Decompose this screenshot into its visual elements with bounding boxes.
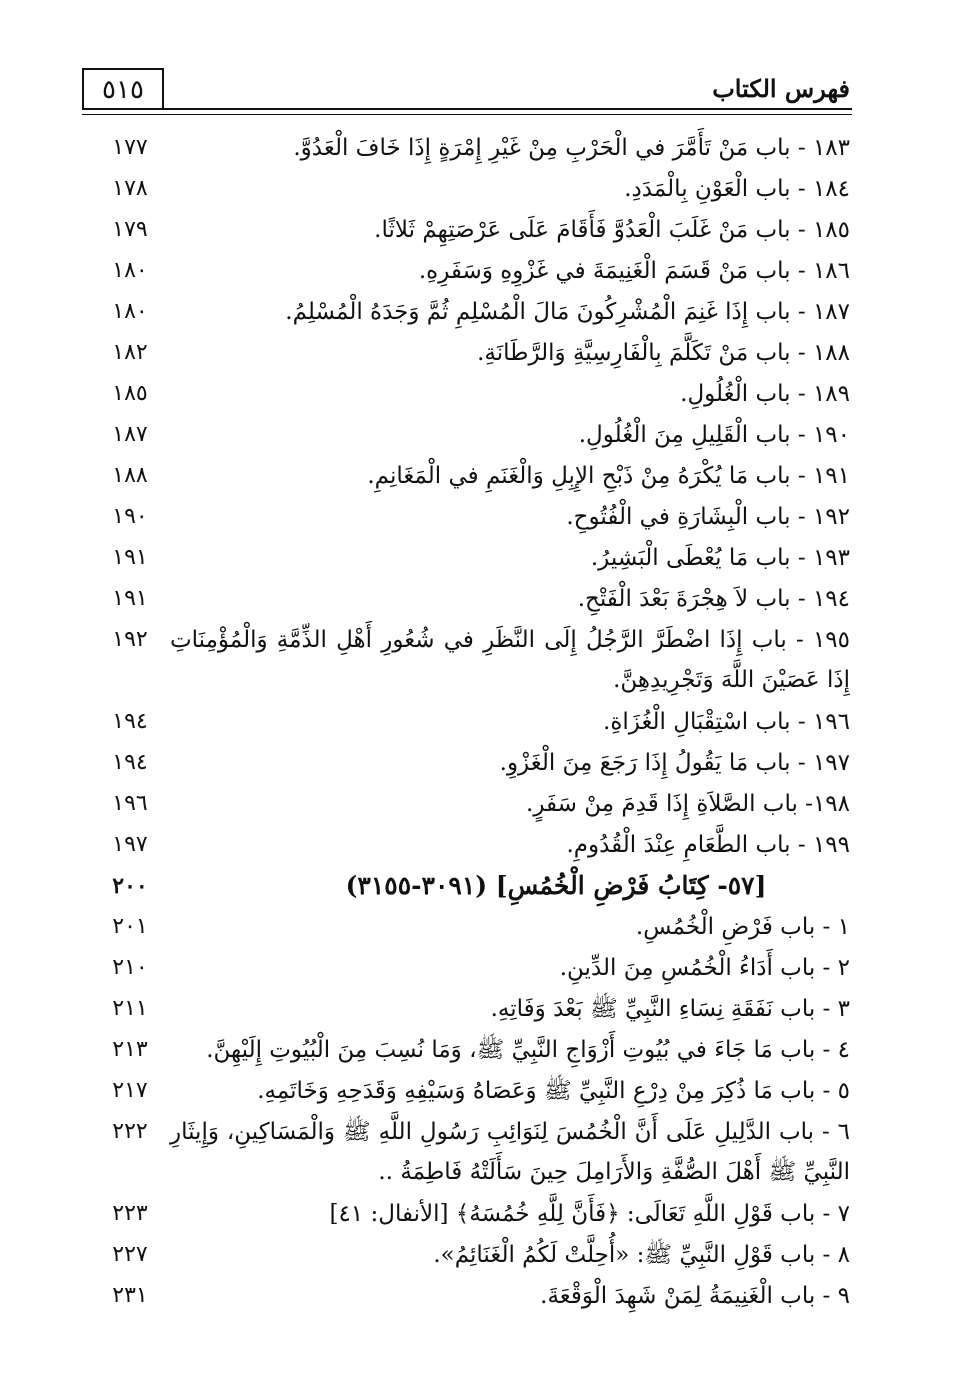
entry-page-number: ٢١١ <box>112 996 148 1021</box>
entry-title: ١٩٦ - باب اسْتِقْبَالِ الْغُزَاةِ. <box>603 709 850 735</box>
entry-page-number: ١٩٢ <box>112 627 148 652</box>
entry-page-number: ٢١٠ <box>112 955 148 980</box>
toc-entry <box>0 415 956 456</box>
entry-title: ٤ - باب مَا جَاءَ في بُيُوتِ أَزْوَاجِ النَّبِيِّ ﷺ، وَمَا نُسِبَ مِنَ الْبُيُوتِ إِلَيْهِنَّ. <box>206 1037 850 1063</box>
toc-entry <box>0 1112 956 1194</box>
page-number: ٥١٥ <box>82 68 164 108</box>
toc-entry <box>0 784 956 825</box>
entry-title: ١٩٢ - باب الْبِشَارَةِ في الْفُتُوحِ. <box>566 504 850 530</box>
entry-title: ١ - باب فَرْضِ الْخُمُسِ. <box>635 914 850 940</box>
entry-page-number: ١٧٩ <box>112 217 148 242</box>
entry-title: ١٩٣ - باب مَا يُعْطَى الْبَشِيرُ. <box>590 545 850 571</box>
entry-page-number: ٢٢٣ <box>112 1201 148 1226</box>
book-heading-row <box>0 866 956 907</box>
entry-page-number: ٢١٣ <box>112 1037 148 1062</box>
toc-entry <box>0 825 956 866</box>
toc-entry <box>0 251 956 292</box>
entry-page-number: ١٧٧ <box>112 135 148 160</box>
book-heading: [٥٧- كِتَابُ فَرْضِ الْخُمُسِ] (٣٠٩١-٣١٥٥) <box>345 871 767 900</box>
entry-page-number: ١٨٢ <box>112 340 148 365</box>
toc-entry <box>0 292 956 333</box>
toc-entry <box>0 333 956 374</box>
toc-entry <box>0 743 956 784</box>
entry-title: ١٨٣ - باب مَنْ تَأَمَّرَ في الْحَرْبِ مِنْ غَيْرِ إِمْرَةٍ إِذَا خَافَ الْعَدُوَّ. <box>293 135 850 161</box>
toc-entry <box>0 374 956 415</box>
entry-title: ١٨٤ - باب الْعَوْنِ بِالْمَدَدِ. <box>624 176 850 202</box>
entry-page-number: ١٩٠ <box>112 504 148 529</box>
toc-entry <box>0 702 956 743</box>
entry-page-number: ١٩٧ <box>112 832 148 857</box>
toc-entry <box>0 497 956 538</box>
entry-title: ١٨٨ - باب مَنْ تَكَلَّمَ بِالْفَارِسِيَّةِ وَالرَّطَانَةِ. <box>477 340 850 366</box>
entry-title: ١٨٦ - باب مَنْ قَسَمَ الْغَنِيمَةَ في غَزْوِهِ وَسَفَرِهِ. <box>418 258 850 284</box>
entry-page-number: ١٩١ <box>112 586 148 611</box>
entry-title: ٥ - باب مَا ذُكِرَ مِنْ دِرْعِ النَّبِيِّ ﷺ وَعَصَاهُ وَسَيْفِهِ وَقَدَحِهِ وَخَاتَمِهِ. <box>257 1078 850 1104</box>
entry-page-number: ٢٣١ <box>112 1283 148 1308</box>
entry-page-number: ١٩٤ <box>112 750 148 775</box>
toc-entry <box>0 579 956 620</box>
entry-page-number: ١٨٠ <box>112 299 148 324</box>
entry-page-number: ٢٢٧ <box>112 1242 148 1267</box>
entry-page-number: ١٨٥ <box>112 381 148 406</box>
entry-page-number: ١٧٨ <box>112 176 148 201</box>
toc-entry <box>0 538 956 579</box>
toc-entry <box>0 1194 956 1235</box>
entry-title: ١٩٨- باب الصَّلاَةِ إِذَا قَدِمَ مِنْ سَفَرٍ. <box>526 791 850 817</box>
entry-page-number: ١٩٦ <box>112 791 148 816</box>
toc-entry <box>0 128 956 169</box>
toc-entry <box>0 169 956 210</box>
entry-title: ١٩٤ - باب لاَ هِجْرَةَ بَعْدَ الْفَتْحِ. <box>577 586 850 612</box>
entry-title: ٨ - باب قَوْلِ النَّبِيِّ ﷺ: «أُحِلَّتْ لَكُمُ الْغَنَائِمُ». <box>433 1242 850 1268</box>
entry-title: ١٩٧ - باب مَا يَقُولُ إِذَا رَجَعَ مِنَ الْغَزْوِ. <box>499 750 850 776</box>
toc-entry <box>0 1235 956 1276</box>
entry-page-number: ٢٠١ <box>112 914 148 939</box>
entry-title: ١٨٧ - باب إِذَا غَنِمَ الْمُشْرِكُونَ مَالَ الْمُسْلِمِ ثُمَّ وَجَدَهُ الْمُسْلِمُ. <box>285 299 850 325</box>
header-rule <box>82 108 852 110</box>
entry-page-number: ٢٠٠ <box>112 873 148 899</box>
header-rule-thin <box>82 114 852 115</box>
toc-entry <box>0 989 956 1030</box>
running-title: فهرس الكتاب <box>712 74 850 103</box>
entry-title: ١٩١ - باب مَا يُكْرَهُ مِنْ ذَبْحِ الإِبِلِ وَالْغَنَمِ في الْمَغَانِمِ. <box>367 463 850 489</box>
toc-entry <box>0 948 956 989</box>
entry-title: ١٨٥ - باب مَنْ غَلَبَ الْعَدُوَّ فَأَقَامَ عَلَى عَرْصَتِهِمْ ثَلاثًا. <box>374 217 850 243</box>
entry-page-number: ١٨٧ <box>112 422 148 447</box>
entry-title: ٩ - باب الْغَنِيمَةُ لِمَنْ شَهِدَ الْوَقْعَةَ. <box>540 1283 850 1309</box>
entry-title: ١٩٠ - باب الْقَلِيلِ مِنَ الْغُلُولِ. <box>578 422 850 448</box>
toc-list <box>0 128 956 1317</box>
entry-title: ٦ - باب الدَّلِيلِ عَلَى أَنَّ الْخُمُسَ لِنَوَائِبِ رَسُولِ اللَّهِ ﷺ وَالْمَسَاكِينِ، وَإِيثَارِ النَّبِيِّ ﷺ أَهْلَ الصُّفَّةِ وَالأَرَامِلَ حِينَ سَأَلَتْهُ فَاطِمَةُ .. <box>170 1119 850 1185</box>
entry-page-number: ١٩٤ <box>112 709 148 734</box>
entry-title: ١٩٥ - باب إِذَا اضْطَرَّ الرَّجُلُ إِلَى النَّظَرِ في شُعُورِ أَهْلِ الذِّمَّةِ وَالْمُؤْمِنَاتِ إِذَا عَصَيْنَ اللَّهَ وَتَجْرِيدِهِنَّ. <box>170 627 850 693</box>
entry-page-number: ١٩١ <box>112 545 148 570</box>
entry-title: ٣ - باب نَفَقَةِ نِسَاءِ النَّبِيِّ ﷺ بَعْدَ وَفَاتِهِ. <box>490 996 850 1022</box>
entry-page-number: ١٨٠ <box>112 258 148 283</box>
entry-title: ٢ - باب أَدَاءُ الْخُمُسِ مِنَ الدِّينِ. <box>559 955 850 981</box>
toc-entry <box>0 456 956 497</box>
toc-entry <box>0 907 956 948</box>
toc-entry <box>0 210 956 251</box>
toc-entry <box>0 1030 956 1071</box>
entry-page-number: ٢١٧ <box>112 1078 148 1103</box>
toc-entry <box>0 1071 956 1112</box>
toc-entry <box>0 620 956 702</box>
entry-page-number: ٢٢٢ <box>112 1119 148 1144</box>
entry-title: ١٩٩ - باب الطَّعَامِ عِنْدَ الْقُدُومِ. <box>566 832 850 858</box>
entry-title: ١٨٩ - باب الْغُلُولِ. <box>680 381 850 407</box>
entry-title: ٧ - باب قَوْلِ اللَّهِ تَعَالَى: ﴿فَأَنَّ لِلَّهِ خُمُسَهُ﴾ [الأنفال: ٤١] <box>329 1201 850 1227</box>
entry-page-number: ١٨٨ <box>112 463 148 488</box>
toc-entry <box>0 1276 956 1317</box>
